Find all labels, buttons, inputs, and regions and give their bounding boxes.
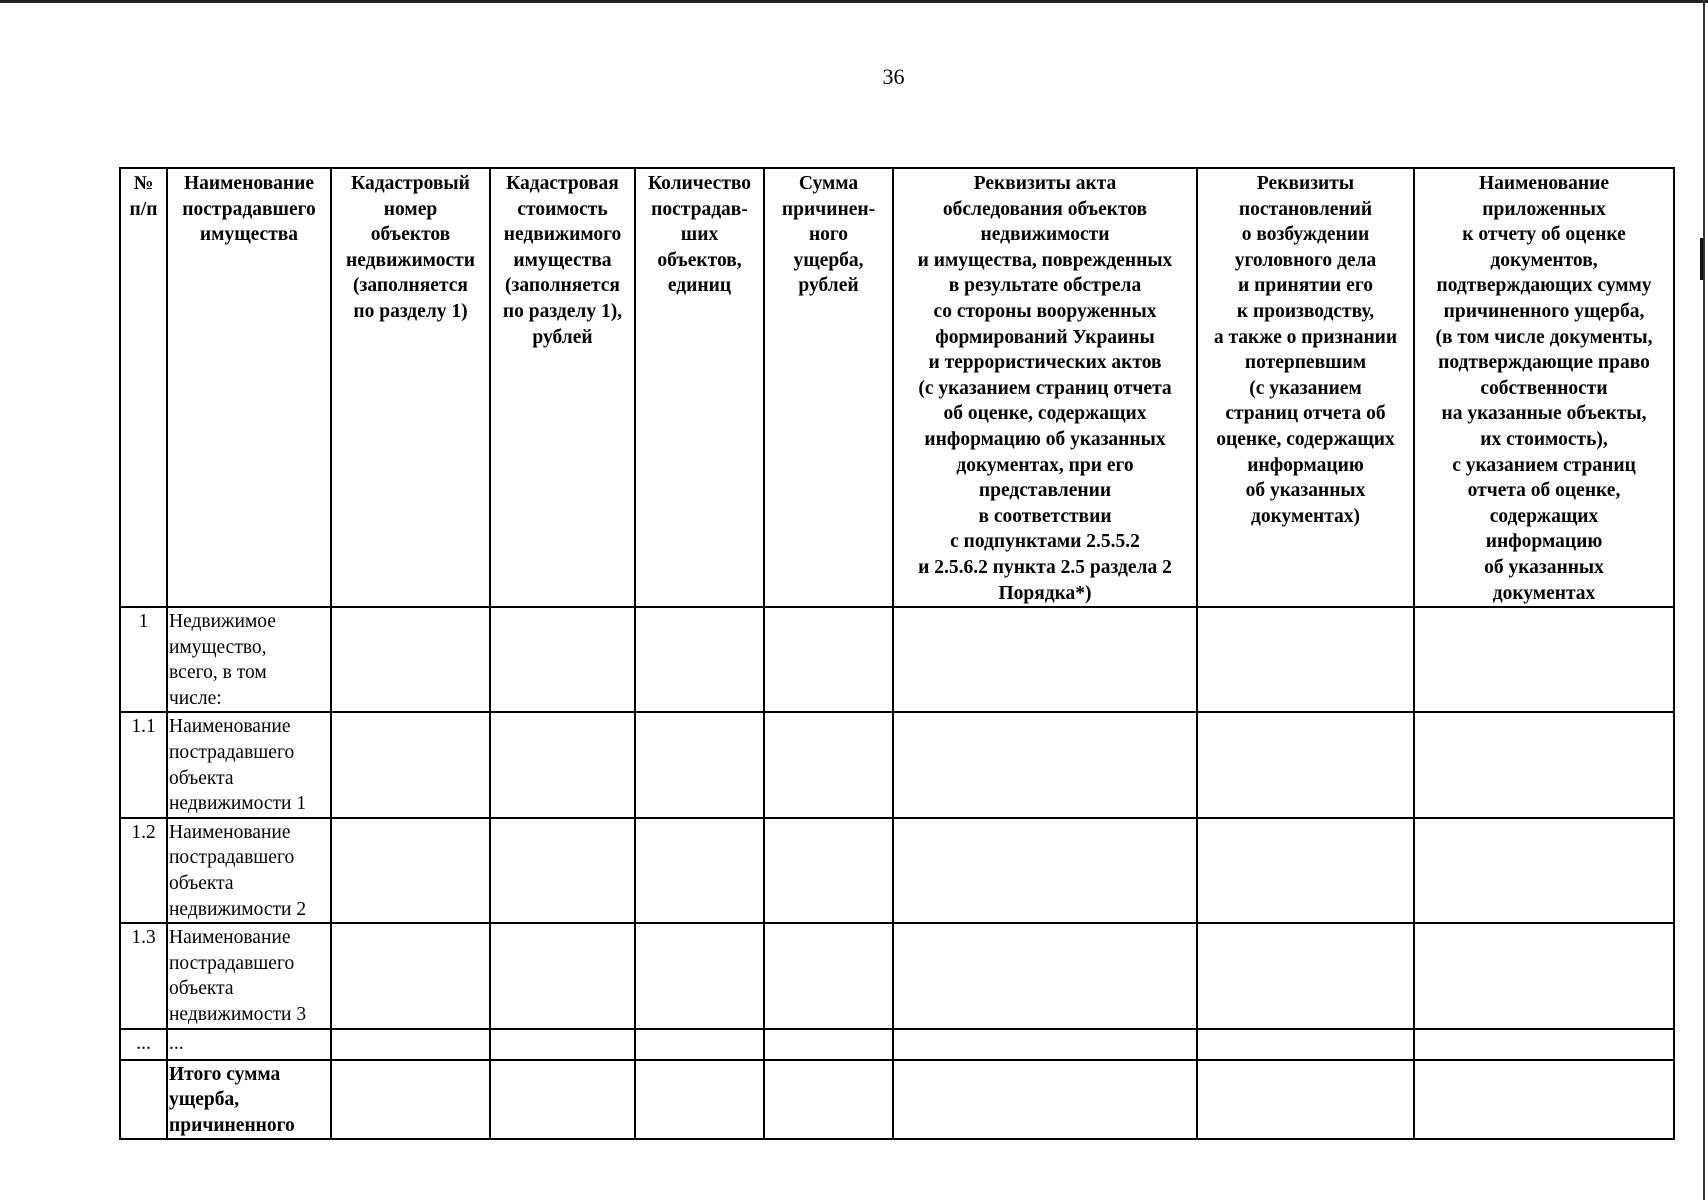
table-cell	[1197, 1060, 1414, 1139]
header-attached-documents: Наименование приложенных к отчету об оценке документов, подтверждающих сумму причиненного ущерба, (в том числе документы, подтверждающие право собственности на указанные объекты, их стоимость), с указанием страниц отчета об оценке, содержащих информацию об указанных документах	[1414, 168, 1674, 607]
table-cell	[331, 818, 490, 923]
header-object-count: Количество пострадав- ших объектов, единиц	[635, 168, 764, 607]
table-row	[120, 607, 1674, 712]
table-cell	[764, 712, 893, 817]
table-cell	[635, 1029, 764, 1060]
table-cell	[635, 818, 764, 923]
page-top-edge	[0, 0, 1708, 3]
table-cell	[1197, 607, 1414, 712]
table-cell	[1197, 818, 1414, 923]
table-cell	[635, 923, 764, 1028]
table-cell	[764, 607, 893, 712]
table-cell	[490, 1029, 635, 1060]
table-cell	[490, 607, 635, 712]
row-name: Наименование пострадавшего объекта недвижимости 1	[167, 712, 331, 817]
page-right-edge	[1703, 0, 1705, 1200]
row-name: ...	[167, 1029, 331, 1060]
table-cell	[893, 923, 1197, 1028]
table-cell	[1414, 1029, 1674, 1060]
table-cell	[331, 923, 490, 1028]
table-total-row	[120, 1060, 1674, 1139]
table-row	[120, 712, 1674, 817]
header-cadastral-number: Кадастровый номер объектов недвижимости (заполняется по разделу 1)	[331, 168, 490, 607]
table-cell	[1197, 1029, 1414, 1060]
table-cell	[635, 1060, 764, 1139]
table-cell	[1414, 818, 1674, 923]
table-cell	[893, 1029, 1197, 1060]
table-row	[120, 923, 1674, 1028]
page-number: 36	[882, 64, 905, 89]
total-label-cell	[167, 1060, 331, 1139]
table-cell	[490, 1060, 635, 1139]
table-cell	[893, 712, 1197, 817]
row-name: Недвижимое имущество, всего, в том числе:	[167, 607, 331, 712]
table-cell	[764, 818, 893, 923]
table-cell	[1197, 712, 1414, 817]
row-number: 1	[120, 607, 167, 712]
table-cell	[893, 818, 1197, 923]
page-right-mark	[1700, 238, 1703, 280]
table-cell	[490, 712, 635, 817]
table-cell	[331, 607, 490, 712]
row-number: 1.3	[120, 923, 167, 1028]
header-cadastral-value: Кадастровая стоимость недвижимого имущества (заполняется по разделу 1), рублей	[490, 168, 635, 607]
table-cell	[1197, 923, 1414, 1028]
table-cell	[764, 923, 893, 1028]
header-inspection-act: Реквизиты акта обследования объектов недвижимости и имущества, поврежденных в результате обстрела со стороны вооруженных формирований Украины и террористических актов (с указанием страниц отчета об оценке, содержащих информацию об указанных документах, при его представлении в соответствии с подпунктами 2.5.5.2 и 2.5.6.2 пункта 2.5 раздела 2 Порядка*)	[893, 168, 1197, 607]
table-cell	[1414, 712, 1674, 817]
table-cell	[120, 1060, 167, 1139]
table-cell	[490, 818, 635, 923]
table-cell	[893, 607, 1197, 712]
row-number: 1.2	[120, 818, 167, 923]
table-cell	[1414, 607, 1674, 712]
row-name: Наименование пострадавшего объекта недвижимости 2	[167, 818, 331, 923]
damage-report-table	[119, 167, 1675, 1140]
table-cell	[764, 1029, 893, 1060]
row-number: ...	[120, 1029, 167, 1060]
table-row	[120, 818, 1674, 923]
header-criminal-case: Реквизиты постановлений о возбуждении уголовного дела и принятии его к производству, а также о признании потерпевшим (с указанием страниц отчета об оценке, содержащих информацию об указанных документах)	[1197, 168, 1414, 607]
header-number: № п/п	[120, 168, 167, 607]
header-damage-sum: Сумма причинен- ного ущерба, рублей	[764, 168, 893, 607]
table-cell	[331, 1029, 490, 1060]
table-cell	[331, 1060, 490, 1139]
table-cell	[1414, 1060, 1674, 1139]
table-header-row	[120, 168, 1674, 607]
total-label: Итого сумма ущерба, причиненного	[169, 1063, 295, 1136]
table-cell	[764, 1060, 893, 1139]
table-row	[120, 1029, 1674, 1060]
table-cell	[331, 712, 490, 817]
row-name: Наименование пострадавшего объекта недвижимости 3	[167, 923, 331, 1028]
table-cell	[490, 923, 635, 1028]
table-cell	[635, 607, 764, 712]
row-number: 1.1	[120, 712, 167, 817]
table-cell	[635, 712, 764, 817]
table-cell	[893, 1060, 1197, 1139]
header-property-name: Наименование пострадавшего имущества	[167, 168, 331, 607]
table-cell	[1414, 923, 1674, 1028]
